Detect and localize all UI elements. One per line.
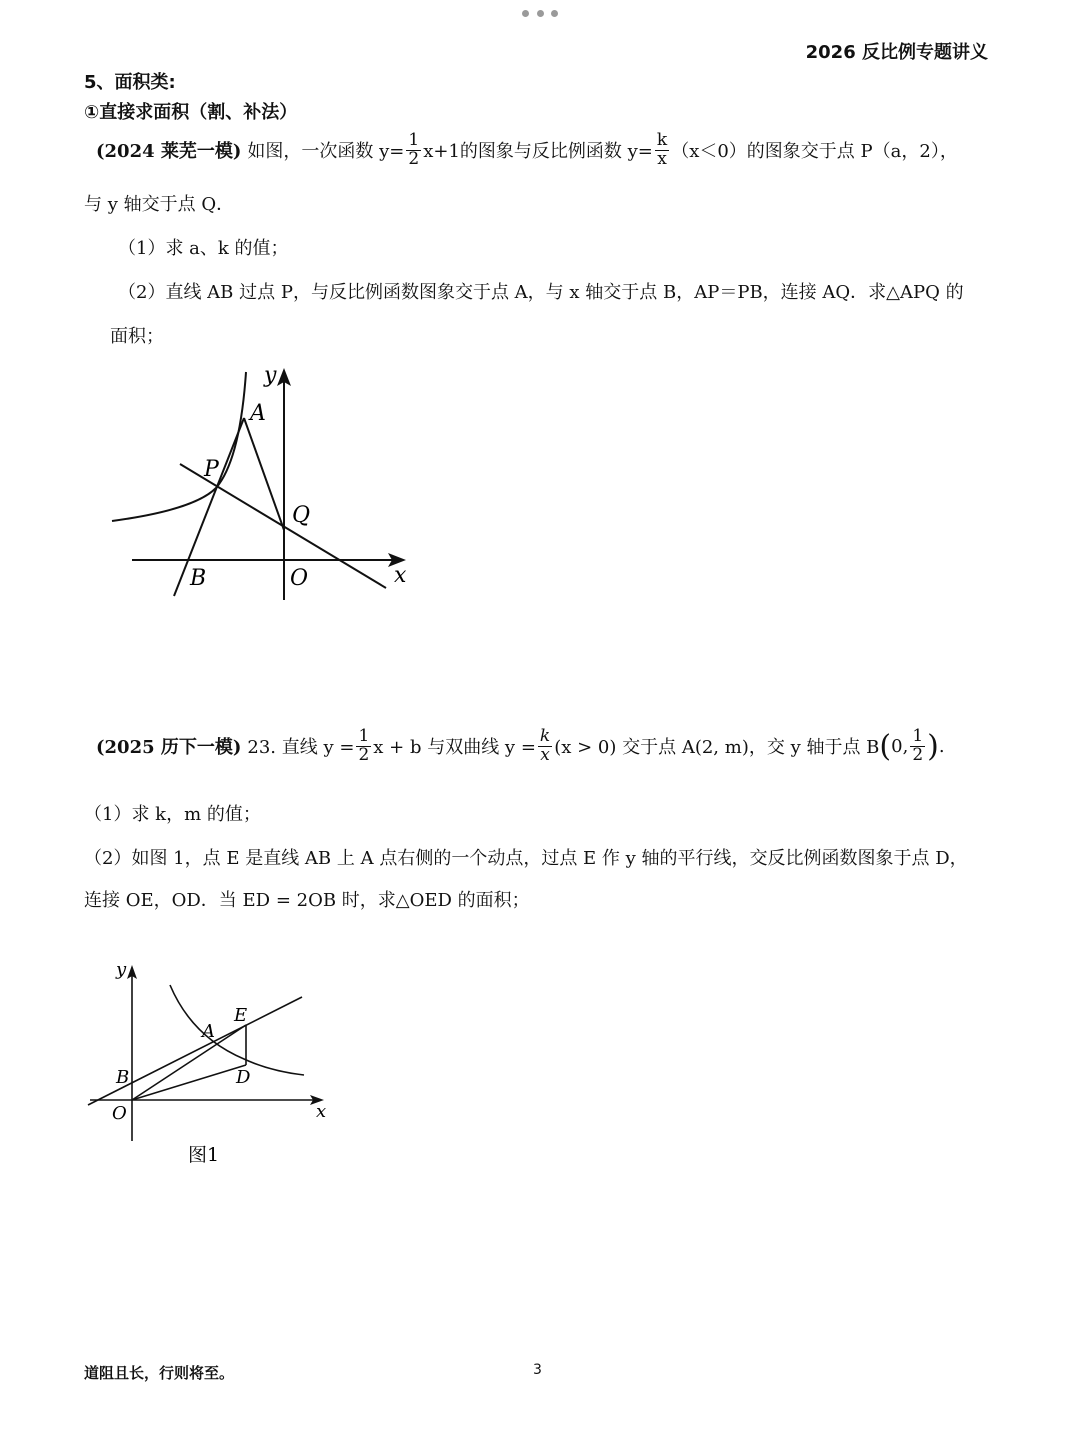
- problem2-question2: （2）如图 1，点 E 是直线 AB 上 A 点右侧的一个动点，过点 E 作 y 轴的平行线，交反比例函数图象于点 D，: [84, 848, 968, 869]
- segment-OE: [132, 1025, 246, 1100]
- more-options-icon[interactable]: [522, 8, 558, 18]
- problem2-fraction-half: $\frac{1}{2}$: [358, 725, 370, 765]
- problem2-question2-cont: 连接 OE，OD．当 ED = 2OB 时，求△OED 的面积；: [84, 890, 530, 911]
- section-subtitle: ①直接求面积（割、补法）: [84, 102, 298, 123]
- problem1-figure: [104, 360, 414, 605]
- problem1-line2: 与 y 轴交于点 Q．: [84, 194, 235, 215]
- label-x: x: [316, 1101, 327, 1122]
- label-O: O: [112, 1103, 127, 1124]
- label-O: O: [290, 566, 309, 591]
- problem1-question2: （2）直线 AB 过点 P，与反比例函数图象交于点 A，与 x 轴交于点 B，AP＝PB，连接 AQ．求△APQ 的: [118, 282, 964, 303]
- label-B: B: [116, 1067, 130, 1088]
- problem1-source: (2024 莱芜一模): [96, 141, 242, 162]
- label-y: y: [264, 363, 277, 388]
- problem1-text-1: 如图，一次函数 y=: [247, 141, 405, 162]
- label-P: P: [204, 457, 219, 482]
- label-B: B: [190, 566, 207, 591]
- problem1-question2-cont: 面积；: [110, 326, 164, 347]
- label-D: D: [236, 1067, 251, 1088]
- problem1-text-3: （x＜0）的图象交于点 P（a，2），: [671, 141, 958, 162]
- footer-motto: 道阻且长，行则将至。: [84, 1364, 235, 1382]
- problem2-fraction-kx: $\frac{k}{x}$: [539, 725, 551, 765]
- segment-OD: [132, 1065, 246, 1100]
- problem2-statement: (2025 历下一模) 23. 直线 y = $\frac{1}{2}$ x + b 与双曲线 y = $\frac{k}{x}$ (x > 0) 交于点 A(2, m)，交 y 轴于点 B ( 0, $\frac{1}{2}$ ) .: [96, 725, 945, 765]
- problem2-source: (2025 历下一模): [96, 737, 242, 758]
- label-E: E: [234, 1005, 248, 1026]
- problem2-figure: [84, 955, 340, 1170]
- header-title: 2026 反比例专题讲义: [805, 42, 988, 63]
- problem1-text-2: x+1的图象与反比例函数 y=: [423, 141, 653, 162]
- label-Q: Q: [292, 503, 311, 528]
- problem2-fraction-point: $\frac{1}{2}$: [912, 725, 924, 765]
- line-AB: [88, 997, 302, 1105]
- page-number: 3: [533, 1362, 542, 1378]
- problem2-point-prefix: 0,: [891, 735, 909, 757]
- problem1-statement: [96, 128, 958, 172]
- problem2-question1: （1）求 k，m 的值；: [84, 804, 261, 825]
- problem1-fraction-half: $\frac{1}{2}$: [408, 129, 420, 169]
- problem1-fraction-kx: $\frac{k}{x}$: [656, 129, 668, 169]
- hyperbola-curve: [112, 372, 246, 521]
- figure-caption: 图1: [188, 1144, 220, 1166]
- label-A: A: [202, 1021, 215, 1042]
- segment-AQ: [244, 418, 284, 530]
- problem2-text-2: x + b 与双曲线 y =: [373, 737, 536, 758]
- problem2-text-1: 23. 直线 y =: [247, 737, 355, 758]
- problem1-question1: （1）求 a、k 的值；: [118, 238, 289, 259]
- label-x: x: [394, 563, 407, 588]
- section-title: 5、面积类:: [84, 72, 176, 93]
- label-y: y: [116, 959, 127, 980]
- problem2-text-3: (x > 0) 交于点 A(2, m)，交 y 轴于点 B: [554, 737, 880, 758]
- label-A: A: [250, 401, 266, 426]
- problem2-text-4: .: [938, 735, 945, 757]
- line-AB: [174, 418, 244, 596]
